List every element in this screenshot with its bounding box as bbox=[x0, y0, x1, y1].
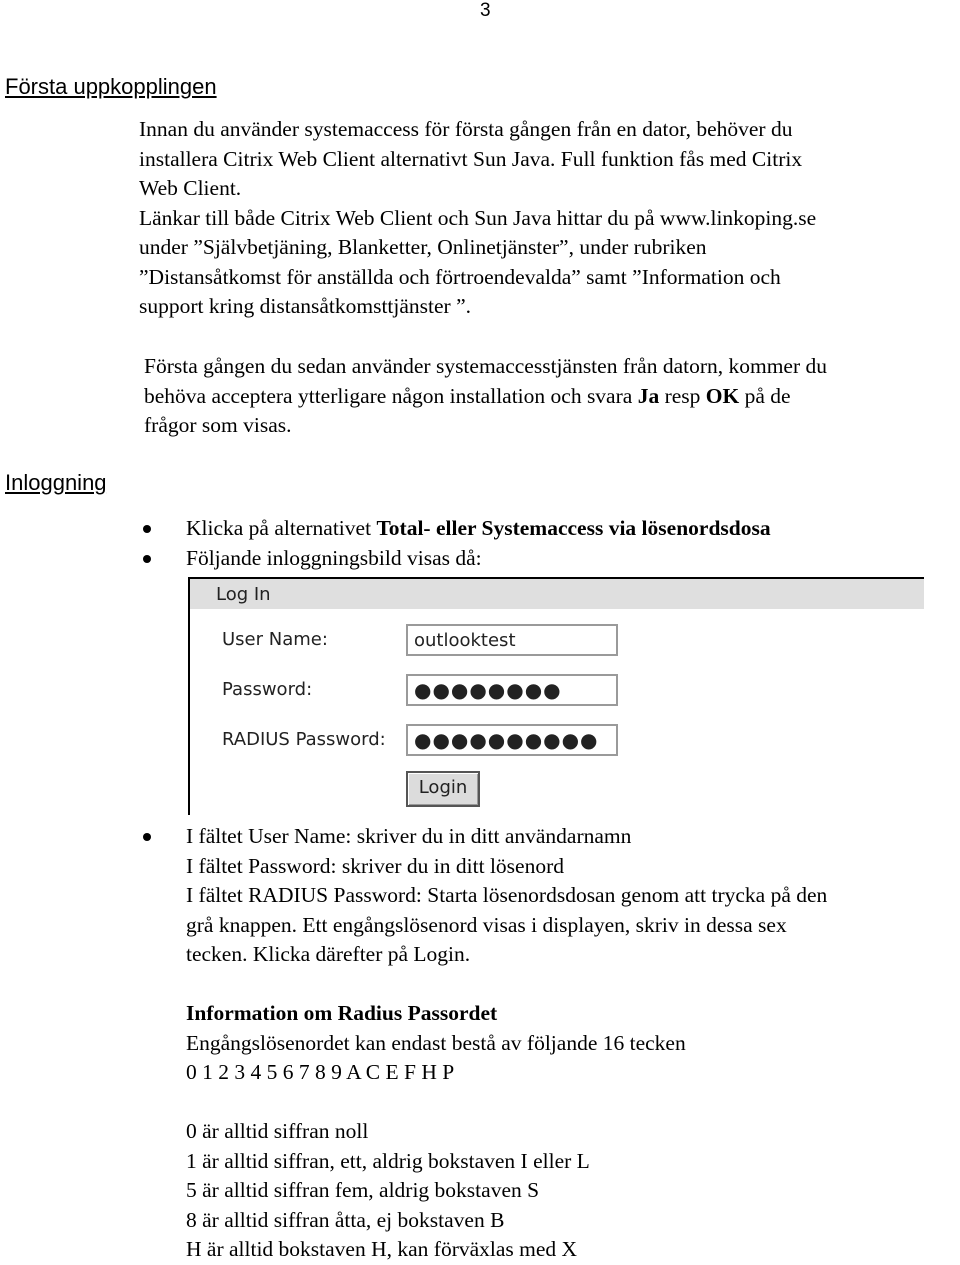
login-button[interactable]: Login bbox=[406, 771, 480, 807]
intro-line: Innan du använder systemaccess för första gången från en dator, behöver du bbox=[139, 117, 793, 141]
char-rule: 0 är alltid siffran noll bbox=[186, 1119, 369, 1143]
char-rule: 1 är alltid siffran, ett, aldrig bokstaven I eller L bbox=[186, 1148, 590, 1173]
bullet-item: Följande inloggningsbild visas då: bbox=[140, 544, 771, 574]
login-option-name: Total- eller Systemaccess via lösenordsdosa bbox=[376, 516, 771, 540]
char-rules bbox=[186, 1117, 590, 1265]
answer-ja: Ja bbox=[637, 383, 660, 408]
intro-line: Web Client. bbox=[139, 176, 242, 200]
char-rule: 8 är alltid siffran åtta, ej bokstaven B bbox=[186, 1207, 505, 1232]
bullet-list-fields bbox=[140, 822, 827, 970]
username-label: User Name: bbox=[222, 629, 328, 650]
intro-line: Länkar till både Citrix Web Client och Sun Java hittar du på www.linkoping.se bbox=[139, 205, 817, 230]
bullet-item: Klicka på alternativet Total- eller Systemaccess via lösenordsdosa bbox=[140, 514, 771, 544]
page-number: 3 bbox=[480, 0, 491, 21]
field-instruction: grå knappen. Ett engångslösenord visas i displayen, skriv in dessa sex bbox=[186, 912, 787, 937]
login-header bbox=[190, 579, 924, 609]
password-input[interactable]: ●●●●●●●● bbox=[406, 674, 618, 706]
radius-password-label: RADIUS Password: bbox=[222, 729, 386, 750]
login-title: Log In bbox=[216, 584, 271, 605]
first-use-line: Första gången du sedan använder systemaccesstjänsten från datorn, kommer du bbox=[144, 354, 828, 378]
heading-forsta-uppkopplingen: Första uppkopplingen bbox=[5, 74, 217, 99]
intro-line: installera Citrix Web Client alternativt Sun Java. Full funktion fås med Citrix bbox=[139, 146, 803, 171]
char-rule: H är alltid bokstaven H, kan förväxlas med X bbox=[186, 1237, 578, 1261]
first-use-line: behöva acceptera ytterligare någon installation och svara Ja resp OK på de bbox=[144, 383, 791, 408]
bullet-list-top bbox=[140, 514, 771, 573]
username-input[interactable]: outlooktest bbox=[406, 624, 618, 656]
field-instruction: tecken. Klicka därefter på Login. bbox=[186, 942, 471, 966]
intro-line: under ”Självbetjäning, Blanketter, Onlinetjänster”, under rubriken bbox=[139, 235, 707, 259]
field-instruction: I fältet RADIUS Password: Starta lösenordsdosan genom att trycka på den bbox=[186, 883, 828, 907]
radius-info-line: Engångslösenordet kan endast bestå av följande 16 tecken bbox=[186, 1030, 686, 1055]
answer-ok: OK bbox=[705, 383, 740, 408]
intro-paragraph bbox=[139, 115, 816, 322]
field-instruction: I fältet User Name: skriver du in ditt användarnamn bbox=[186, 824, 632, 848]
first-use-paragraph bbox=[144, 352, 827, 441]
radius-info-heading: Information om Radius Passordet bbox=[186, 1001, 498, 1025]
first-use-line: frågor som visas. bbox=[144, 413, 292, 437]
field-instruction: I fältet Password: skriver du in ditt lösenord bbox=[186, 853, 564, 878]
password-label: Password: bbox=[222, 679, 313, 700]
heading-inloggning: Inloggning bbox=[5, 470, 107, 495]
char-rule: 5 är alltid siffran fem, aldrig bokstaven S bbox=[186, 1178, 540, 1202]
intro-line: support kring distansåtkomsttjänster ”. bbox=[139, 294, 472, 318]
login-screenshot bbox=[188, 577, 924, 815]
bullet-item bbox=[140, 822, 827, 970]
radius-info bbox=[186, 999, 686, 1088]
radius-password-input[interactable]: ●●●●●●●●●● bbox=[406, 724, 618, 756]
radius-info-chars: 0 1 2 3 4 5 6 7 8 9 A C E F H P bbox=[186, 1060, 455, 1084]
intro-line: ”Distansåtkomst för anställda och förtroendevalda” samt ”Information och bbox=[139, 264, 781, 289]
